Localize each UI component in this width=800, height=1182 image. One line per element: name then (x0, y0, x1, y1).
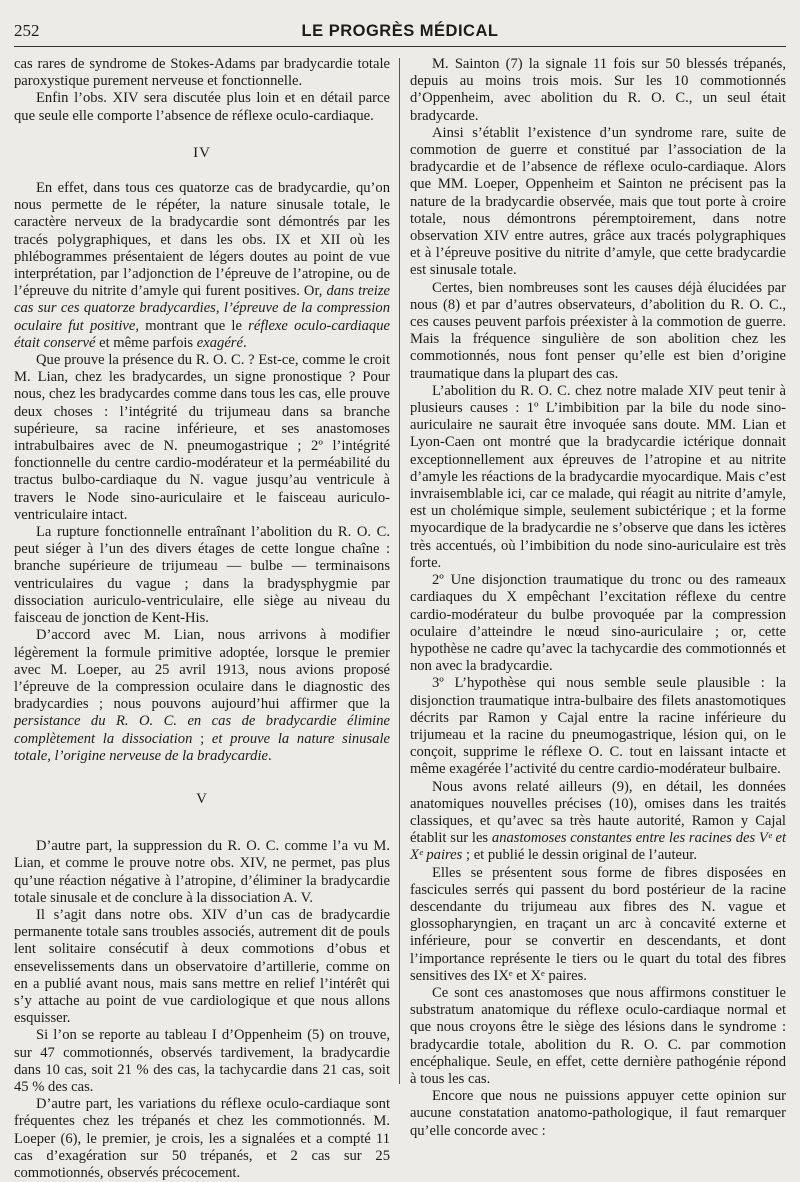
paragraph: Enfin l’obs. XIV sera discutée plus loin et en détail parce que seule elle comporte l’absence de réflexe oculo-cardiaque. (14, 90, 390, 124)
paragraph: M. Sainton (7) la signale 11 fois sur 50 blessés trépanés, depuis au moins trois mois. Sur les 10 commotionnés d’Oppenheim, avec abolition du R. O. C., un seul était bradycarde. (410, 56, 786, 124)
column-divider (399, 58, 400, 1084)
header-rule (14, 46, 786, 47)
section-heading-v: V (196, 790, 208, 807)
paragraph: 2º Une disjonction traumatique du tronc ou des rameaux cardiaques du X empêchant l’excitation réflexe du centre cardio-modérateur du bulbe provoquée par la compression oculaire d’atteindre le nœud sino-auriculaire ; or, cette hypothèse ne cadre qu’avec la tachycardie des commotionnés et non avec la bradycardie. (410, 572, 786, 675)
paragraph: Ce sont ces anastomoses que nous affirmons constituer le substratum anatomique du réflexe oculo-cardiaque normal et que nous croyons être le siège des lésions dans le syndrome : bradycardie totale, abolition du R. O. C. par commotion encéphalique. Seule, en effet, cette dernière pathogénie répond à tous les cas. (410, 984, 786, 1087)
paragraph: La rupture fonctionnelle entraînant l’abolition du R. O. C. peut siéger à l’un des divers étages de cette longue chaîne : branche supérieure de trijumeau — bulbe — terminaisons ventriculaires du vague ; dans la bradysphygmie par dissociation auriculo-ventriculaire, elle siège au niveau du faisceau de jonction de Kent-His. (14, 524, 390, 627)
paragraph: Certes, bien nombreuses sont les causes déjà élucidées par nous (8) et par d’autres observateurs, d’abolition du R. O. C., ces causes peuvent parfois préexister à la commotion de guerre. Mais la fréquence singulière de son abolition chez les commotionnés, nous font penser qu’elle est bien d’origine traumatique dans la plupart des cas. (410, 279, 786, 382)
paragraph: Si l’on se reporte au tableau I d’Oppenheim (5) on trouve, sur 47 commotionnés, observés tardivement, la bradycardie dans 10 cas, soit 21 % des cas, la tachycardie dans 21 cas, soit 45 % des cas. (14, 1027, 390, 1095)
paragraph: En effet, dans tous ces quatorze cas de bradycardie, qu’on nous permette de le répéter, la nature sinusale totale, le caractère nerveux de la bradycardie sont démontrés par les tracés polygraphiques, et dans les obs. IX et XII où les phlébogrammes présentaient de légers doutes au point de vue interprétation, par l’adjonction de l’épreuve de l’atropine, ou de l’épreuve du nitrite d’amyle qui furent positives. Or, dans treize cas sur ces quatorze bradycardies, l’épreuve de la compression oculaire fut positive, montrant que le réflexe oculo-cardiaque était conservé et même parfois exagéré. (14, 180, 391, 351)
paragraph: D’autre part, la suppression du R. O. C. comme l’a vu M. Lian, et comme le prouve notre obs. XIV, ne permet, pas plus qu’une réaction négative à l’atropine, d’éliminer la bradycardie totale sinusale et de conclure à la dissociation A. V. (14, 838, 390, 906)
page-number: 252 (14, 21, 40, 40)
paragraph: Il s’agit dans notre obs. XIV d’un cas de bradycardie permanente totale sans troubles associés, autrement dit de pouls lent solitaire consécutif à deux commotions d’obus et ensevelissements dans un observatoire d’artillerie, comme on en a publié avant nous, mais sans mettre en relief l’intérêt qui s’y attache au point de vue cardiologique et que nous allons esquisser. (14, 906, 390, 1027)
paragraph: L’abolition du R. O. C. chez notre malade XIV peut tenir à plusieurs causes : 1º L’imbibition par la bile du node sino-auriculaire ne saurait être invoquée sans doute. MM. Lian et Lyon-Caen ont montré que la bradycardie ictérique donnait exceptionnellement aux épreuves de l’atropine et au nitrite d’amyle les réactions de la bradycardie myocardique. Mais c’est invraisemblable ici, car ce malade, qui réagit au nitrite d’amyle, est un cholémique simple, seulement subictérique ; et la forme myocardique de la bradycardie ne s’observe que dans les ictères très accentués, où l’imbibition du node sino-auriculaire est très forte. (410, 382, 786, 571)
paragraph: Elles se présentent sous forme de fibres disposées en fascicules serrés qui passent du bord postérieur de la racine descendante du trijumeau aux fibres des N. vague et glossopharyngien, en traçant un arc à concavité externe et inférieure, pour se convertir en descendants, et dont l’importance représente le tiers ou le quart du total des fibres sensitives des IXᵉ et Xᵉ paires. (410, 864, 786, 984)
left-column (14, 56, 391, 1181)
paragraph: Encore que nous ne puissions appuyer cette opinion sur aucune constatation anatomo-pathologique, il faut remarquer qu’elle concorde avec : (410, 1088, 786, 1139)
paragraph: Nous avons relaté ailleurs (9), en détail, les données anatomiques nouvelles précises (10), omises dans les traités classiques, et qu’avec sa très haute autorité, Ramon y Cajal établit sur les anastomoses constantes entre les racines des Vᵉ et Xᵉ paires ; et publié le dessin original de l’auteur. (410, 778, 786, 864)
section-heading-iv: IV (193, 144, 211, 161)
paragraph: D’accord avec M. Lian, nous arrivons à modifier légèrement la formule primitive adoptée, lorsque le premier avec M. Loeper, au 25 avril 1913, nous avions proposé l’épreuve de la compression oculaire dans le diagnostic des bradycardies ; nous pouvons aujourd’hui affirmer que la persistance du R. O. C. en cas de bradycardie élimine complètement la dissociation ; et prouve la nature sinusale totale, l’origine nerveuse de la bradycardie. (14, 627, 391, 764)
journal-title: LE PROGRÈS MÉDICAL (301, 21, 499, 40)
page-header (14, 18, 786, 44)
paragraph: Que prouve la présence du R. O. C. ? Est-ce, comme le croit M. Lian, chez les bradycardes, un signe pronostique ? Pour nous, chez les bradycardes comme dans tous les cas, elle prouve deux choses : l’intégrité du trijumeau dans sa branche supérieure, sa racine inférieure, et ses anastomoses intrabulbaires avec de N. pneumogastrique ; 2º l’intégrité fonctionnelle du centre cardio-modérateur et la perméabilité du tractus bulbo-cardiaque du N. vague jusqu’au ventricule à travers le Node sino-auriculaire et le faisceau auriculo-ventriculaire intact. (14, 352, 390, 523)
paragraph: cas rares de syndrome de Stokes-Adams par bradycardie totale paroxystique purement nerveuse et fonctionnelle. (14, 56, 390, 90)
paragraph: Ainsi s’établit l’existence d’un syndrome rare, suite de commotion de guerre et constitué par l’association de la bradycardie et de l’absence de réflexe oculo-cardiaque. Alors que MM. Loeper, Oppenheim et Sainton ne précisent pas la nature de la bradycardie observée, mais que tout porte à croire totale, nous démontrons péremptoirement, dans notre observation XIV entre autres, grâce aux tracés polygraphiques et à l’épreuve positive du nitrite d’amyle, que cette bradycardie est sinusale totale. (410, 124, 786, 279)
paragraph: D’autre part, les variations du réflexe oculo-cardiaque sont fréquentes chez les trépanés et chez les commotionnés. M. Loeper (6), le premier, je crois, les a signalées et a compté 11 cas d’exagération sur 50 trépanés, et 2 cas sur 25 commotionnés, observés précocement. (14, 1096, 390, 1181)
right-column (410, 56, 786, 1139)
paragraph: 3º L’hypothèse qui nous semble seule plausible : la disjonction traumatique intra-bulbaire des filets anastomotiques décrits par Ramon y Cajal entre la racine inférieure du trijumeau et la racine du pneumogastrique, lésion qui, on le conçoit, supprime le réflexe O. C. tout en laissant intacte et même exagérée l’activité du centre cardio-modérateur bulbaire. (410, 675, 786, 778)
